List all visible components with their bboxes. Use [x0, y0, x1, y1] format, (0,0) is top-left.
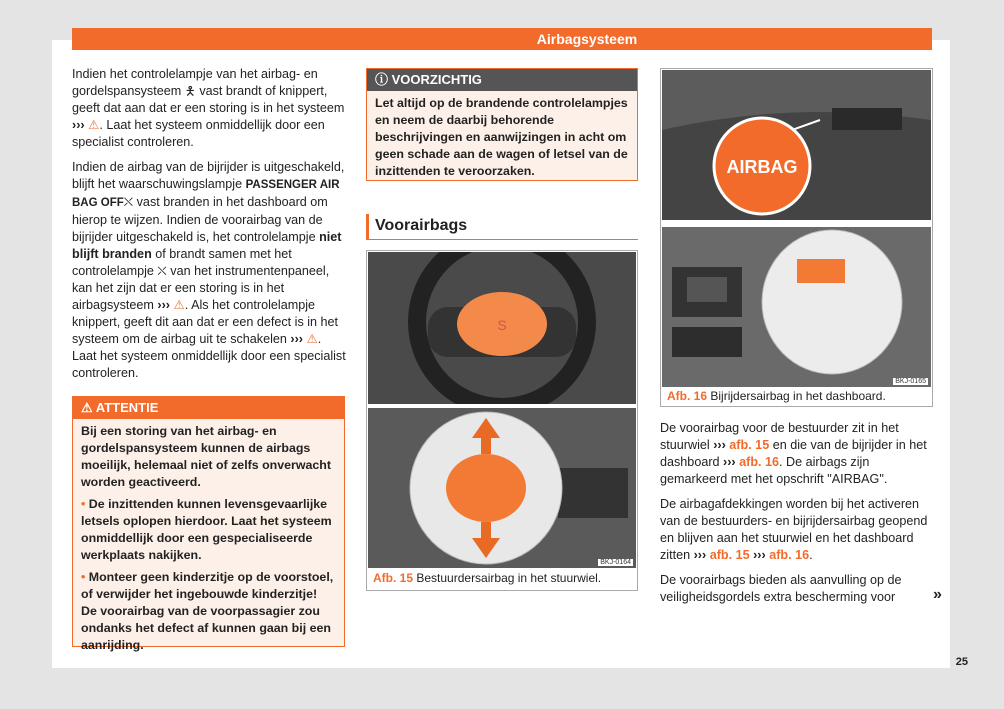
figure-caption: Afb. 15 Bestuurdersairbag in het stuurwiel.	[373, 571, 602, 585]
page-header: Airbagsysteem	[72, 28, 932, 50]
figure-link[interactable]: afb. 15	[729, 438, 770, 452]
figure-link[interactable]: afb. 15	[709, 548, 750, 562]
passenger-airbag-off-icon: ⛌	[123, 195, 134, 209]
figure-16	[660, 68, 933, 407]
attentie-intro: Bij een storing van het airbag- en gordelspansysteem kunnen de airbags moeilijk, helemaal niet of zelfs onverwacht worden geactiveerd.	[81, 424, 331, 489]
voorzichtig-header: ⓘ VOORZICHTIG	[367, 69, 637, 91]
steering-airbag-diagram	[368, 408, 636, 568]
warning-icon: ⚠	[81, 400, 93, 415]
voorzichtig-text: Let altijd op de brandende controlelampjes en neem de daarbij behorende beschrijvingen en aanwijzingen in acht om geen schade aan de wagen of letsel van de inzittenden te veroorzaken.	[375, 96, 628, 178]
paragraph: Indien het controlelampje van het airbag- en gordelspansysteem 🯅 vast brandt of knippert, geeft dat aan dat er een storing is in het systeem ››› ⚠. Laat het systeem onmiddellijk door een specialist controleren.	[72, 67, 345, 149]
airbag-badge: AIRBAG	[726, 157, 798, 177]
figure-link[interactable]: afb. 16	[769, 548, 810, 562]
section-title: Voorairbags	[366, 214, 638, 240]
svg-text:S: S	[497, 317, 507, 333]
steering-wheel-image	[368, 252, 636, 404]
voorzichtig-box	[366, 68, 638, 181]
passenger-airbag-diagram	[662, 227, 931, 387]
warning-icon: ⚠	[173, 298, 185, 312]
info-icon: ⓘ	[375, 72, 389, 87]
figure-15	[366, 250, 638, 591]
figure-code: BKJ-0164	[600, 559, 631, 566]
right-column	[660, 420, 936, 614]
list-item: • De inzittenden kunnen levensgevaarlijke letsels oplopen hierdoor. Laat het systeem onmiddellijk door een gespecialiseerde werkplaats nakijken.	[81, 497, 332, 562]
paragraph: Indien de airbag van de bijrijder is uitgeschakeld, blijft het waarschuwingslampje PASSENGER AIR BAG OFF⛌ vast branden in het dashboard om hierop te wijzen. Indien de voorairbag van de bijrijder uitgeschakeld is, het controlelampje niet blijft branden of brandt samen met het controlelampje ⛌ van het instrumentenpaneel, kan het zijn dat er een storing is in het airbagsysteem ››› ⚠. Als het controlelampje knippert, geeft dit aan dat er een defect is in het systeem om de airbag uit te schakelen ››› ⚠. Laat het systeem onmiddellijk door een specialist controleren.	[72, 160, 346, 380]
figure-code: BKJ-0165	[895, 378, 926, 385]
airbag-lamp-icon: 🯅	[184, 84, 196, 98]
page-number: 25	[955, 656, 968, 668]
warning-icon: ⚠	[306, 332, 318, 346]
left-column	[72, 66, 348, 390]
dashboard-image	[662, 70, 931, 220]
warning-icon: ⚠	[84, 118, 100, 132]
figure-caption: Afb. 16 Bijrijdersairbag in het dashboard.	[667, 389, 886, 403]
list-item: • Monteer geen kinderzitje op de voorstoel, of verwijder het ingebouwde kinderzitje! De voorairbag van de voorpassagier zou ondanks het defect af kunnen gaan bij een aanrijding.	[81, 570, 334, 652]
paragraph: De voorairbag voor de bestuurder zit in het stuurwiel ››› afb. 15 en die van de bijrijder in het dashboard ››› afb. 16. De airbags zijn gemarkeerd met het opschrift "AIRBAG".	[660, 421, 927, 486]
continue-marker: »	[933, 586, 942, 603]
paragraph: De voorairbags bieden als aanvulling op de veiligheidsgordels extra bescherming voor	[660, 573, 902, 604]
attentie-box	[72, 396, 345, 652]
attentie-header: ⚠ ATTENTIE	[73, 397, 344, 419]
paragraph: De airbagafdekkingen worden bij het activeren van de bestuurders- en bijrijdersairbag geopend en blijven aan het stuurwiel en het dashboard zitten ››› afb. 15 ››› afb. 16.	[660, 497, 928, 562]
figure-link[interactable]: afb. 16	[739, 455, 780, 469]
airbag-lamp-icon: ⛌	[157, 264, 167, 278]
